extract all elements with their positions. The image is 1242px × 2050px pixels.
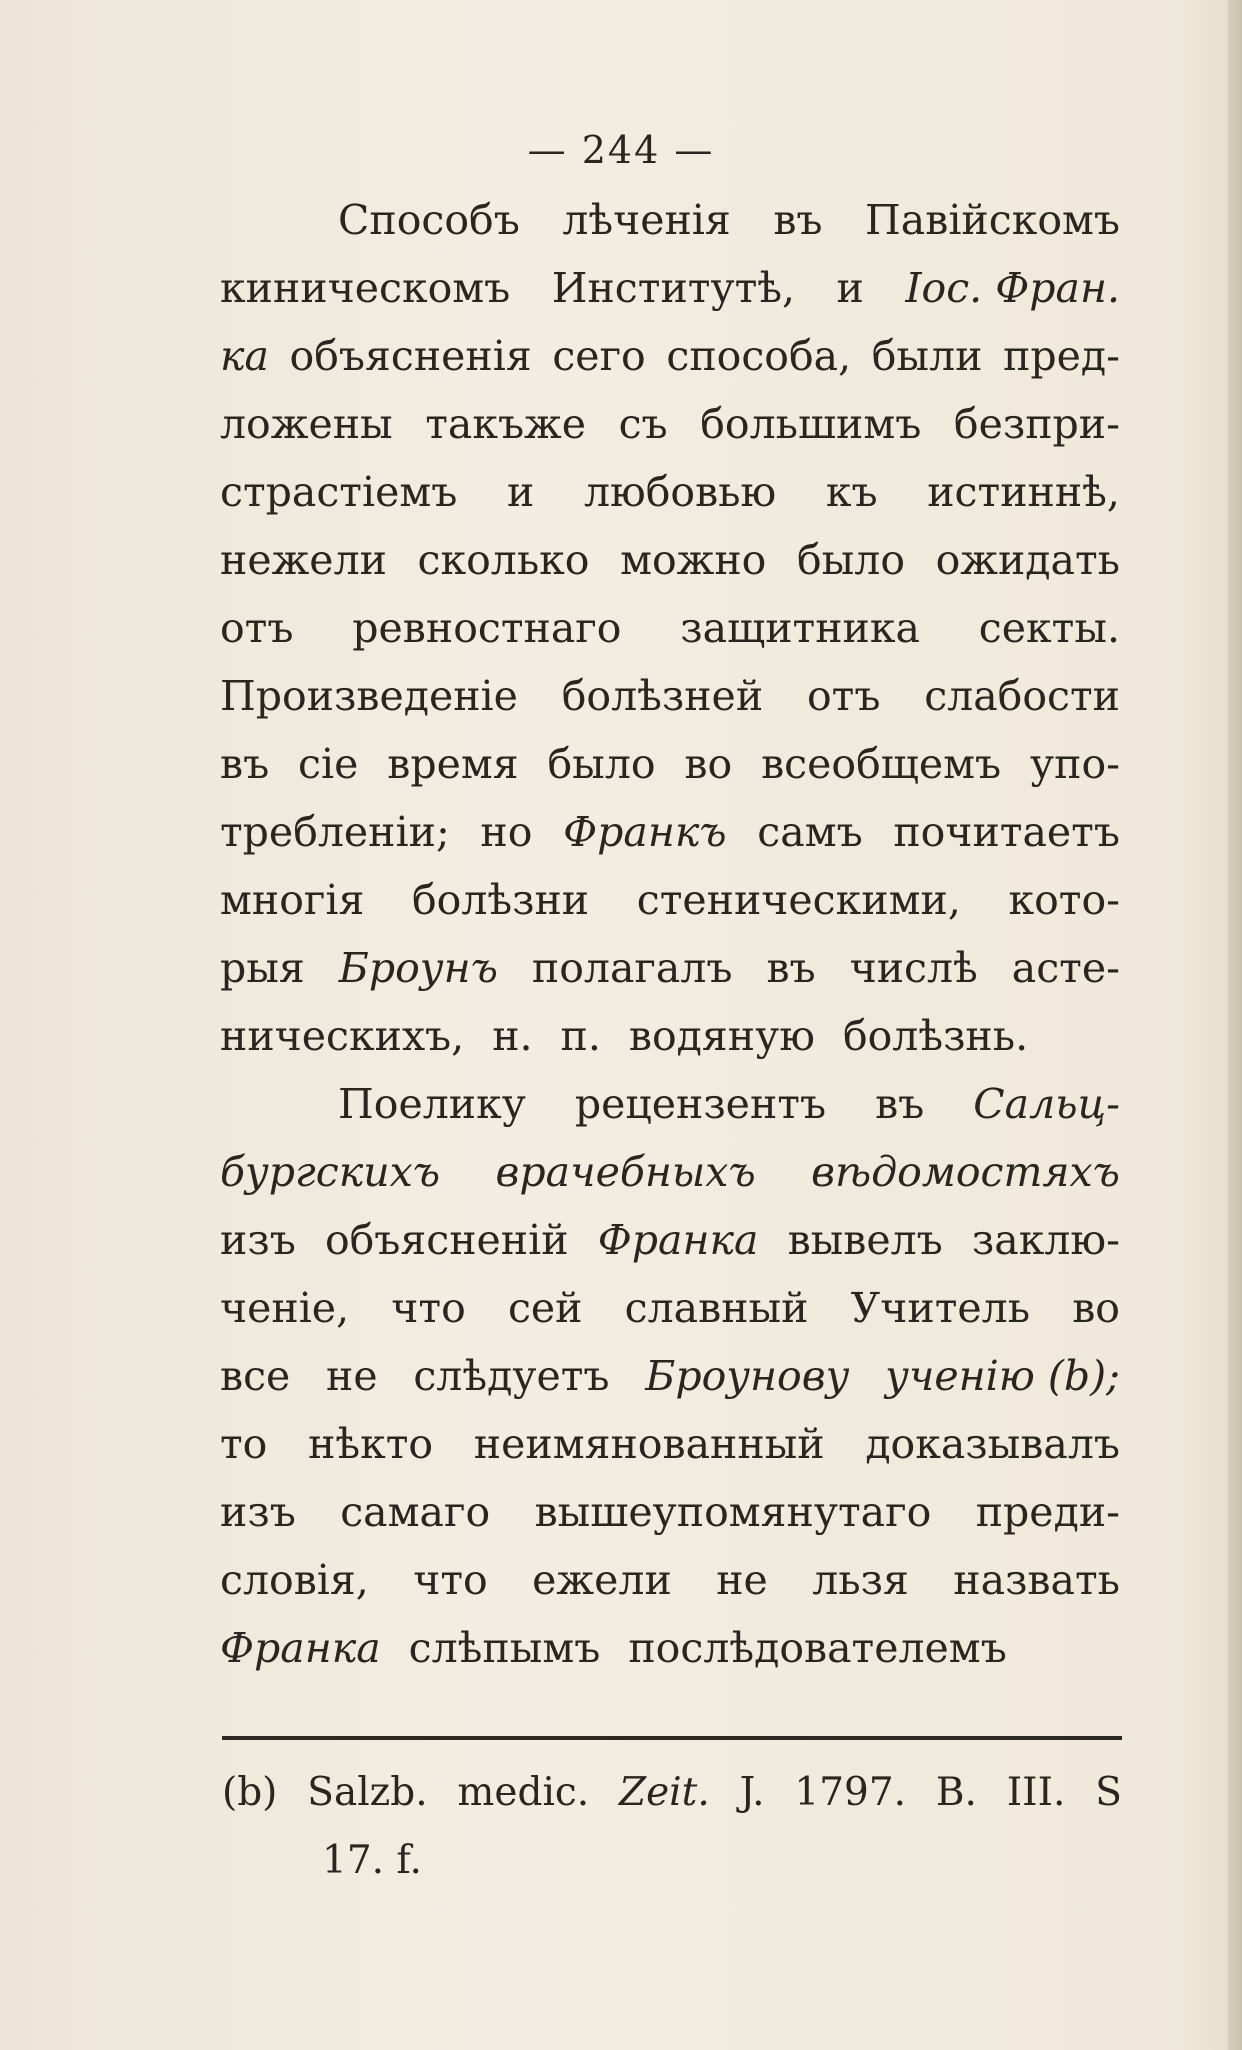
word: слѣдуетъ <box>413 1352 610 1400</box>
text-line <box>220 1012 1120 1080</box>
word: преди- <box>975 1488 1120 1536</box>
word: доказывалъ <box>865 1420 1120 1468</box>
word: сего <box>552 332 646 380</box>
word: во <box>684 740 733 788</box>
word: Броунъ <box>338 944 498 992</box>
word: Способъ <box>338 196 520 244</box>
word: то <box>220 1420 268 1468</box>
word: что <box>413 1556 488 1604</box>
word: отъ <box>220 604 294 652</box>
text-line <box>220 1352 1120 1420</box>
word: Произведеніе <box>220 672 518 720</box>
word: Поелику <box>338 1080 526 1128</box>
word: Учитель <box>850 1284 1031 1332</box>
word: пред- <box>1003 332 1120 380</box>
footnote-word: Salzb. <box>307 1770 428 1815</box>
text-line <box>220 1080 1120 1148</box>
text-line <box>220 400 1120 468</box>
word: время <box>387 740 519 788</box>
word: нежели <box>220 536 387 584</box>
word: рыя <box>220 944 305 992</box>
text-line <box>220 468 1120 536</box>
word: съ <box>618 400 668 448</box>
word: защитника <box>680 604 920 652</box>
footnote-line-2: 17. f. <box>322 1838 422 1883</box>
word: слѣпымъ <box>408 1624 601 1672</box>
text-line <box>220 264 1120 332</box>
text-line <box>220 196 1120 264</box>
word: стеническими, <box>636 876 961 924</box>
word: страстіемъ <box>220 468 458 516</box>
text-line <box>220 1556 1120 1624</box>
word: ревностнаго <box>352 604 622 652</box>
word: заклю- <box>971 1216 1120 1264</box>
word: многія <box>220 876 365 924</box>
word: рецензентъ <box>574 1080 827 1128</box>
word: въ <box>875 1080 925 1128</box>
word: ожидать <box>935 536 1120 584</box>
word: секты. <box>978 604 1120 652</box>
word: сіе <box>298 740 359 788</box>
word: Павійскомъ <box>865 196 1120 244</box>
word: во <box>1072 1284 1120 1332</box>
word: къ <box>825 468 878 516</box>
word: не <box>716 1556 768 1604</box>
word: нѣкто <box>308 1420 434 1468</box>
word: кото- <box>1008 876 1120 924</box>
word: бургскихъ <box>220 1148 441 1196</box>
footnote-word: S <box>1095 1770 1122 1815</box>
word: самаго <box>340 1488 491 1536</box>
word: всеобщемъ <box>761 740 1002 788</box>
word: послѣдователемъ <box>628 1624 1007 1672</box>
word: киническомъ <box>220 264 511 312</box>
word: но <box>480 808 533 856</box>
word: любовью <box>583 468 777 516</box>
text-line <box>220 332 1120 400</box>
footnote-word: Zeit. <box>619 1770 710 1815</box>
word: было <box>547 740 656 788</box>
word: объясненій <box>324 1216 569 1264</box>
word: въ <box>220 740 270 788</box>
footnote <box>222 1770 1122 1906</box>
text-line <box>220 808 1120 876</box>
word: можно <box>620 536 767 584</box>
text-line <box>220 944 1120 1012</box>
footnote-line-1 <box>222 1770 1122 1838</box>
word: отъ <box>806 672 881 720</box>
word: лѣченія <box>562 196 731 244</box>
word: Институтѣ, <box>551 264 796 312</box>
word: были <box>871 332 983 380</box>
text-line <box>220 876 1120 944</box>
footnote-word: J. <box>739 1770 765 1815</box>
word: полагалъ <box>531 944 733 992</box>
word: ка <box>220 332 269 380</box>
word: вывелъ <box>787 1216 943 1264</box>
text-line <box>220 1488 1120 1556</box>
word: болѣзни <box>411 876 590 924</box>
word: самъ <box>757 808 863 856</box>
footnote-word: medic. <box>457 1770 590 1815</box>
word: въ <box>773 196 823 244</box>
footnote-word: III. <box>1006 1770 1066 1815</box>
text-line <box>220 1148 1120 1216</box>
word: ническихъ, <box>220 1012 465 1060</box>
word: способа, <box>666 332 852 380</box>
word: и <box>836 264 864 312</box>
footnote-word: 1797. <box>794 1770 907 1815</box>
word: что <box>391 1284 466 1332</box>
word: изъ <box>220 1488 296 1536</box>
word: Франка <box>220 1624 381 1672</box>
word: неимянованный <box>473 1420 825 1468</box>
word: вѣдомостяхъ <box>811 1148 1120 1196</box>
word: все <box>220 1352 291 1400</box>
word: назвать <box>953 1556 1120 1604</box>
word: ежели <box>532 1556 672 1604</box>
word: слабости <box>924 672 1120 720</box>
word: словія, <box>220 1556 369 1604</box>
text-line <box>220 1216 1120 1284</box>
footnote-word: (b) <box>222 1770 278 1815</box>
word: Франкъ <box>563 808 727 856</box>
page-edge-shadow <box>1228 0 1242 2050</box>
word: врачебныхъ <box>495 1148 756 1196</box>
body-text <box>220 196 1120 1692</box>
page-number: — 244 — <box>527 128 715 172</box>
word: почитаетъ <box>893 808 1120 856</box>
word: ложены <box>220 400 393 448</box>
word: не <box>326 1352 378 1400</box>
word: такъже <box>425 400 587 448</box>
text-line <box>220 672 1120 740</box>
word: упо- <box>1030 740 1120 788</box>
word: болѣзнь. <box>842 1012 1029 1060</box>
word: въ <box>766 944 816 992</box>
word: требленіи; <box>220 808 450 856</box>
word: льзя <box>812 1556 909 1604</box>
word: было <box>796 536 905 584</box>
footnote-word: B. <box>935 1770 977 1815</box>
word: асте- <box>1011 944 1120 992</box>
footnote-divider <box>222 1736 1122 1740</box>
word: славный <box>624 1284 809 1332</box>
word: болѣзней <box>561 672 764 720</box>
word: истиннѣ, <box>927 468 1120 516</box>
word: н. <box>492 1012 533 1060</box>
word: ученію (b); <box>885 1352 1120 1400</box>
word: ченіе, <box>220 1284 350 1332</box>
text-line <box>220 740 1120 808</box>
word: сколько <box>417 536 590 584</box>
word: числѣ <box>849 944 978 992</box>
text-line <box>220 1420 1120 1488</box>
word: безпри- <box>953 400 1120 448</box>
word: объясненія <box>289 332 532 380</box>
text-line <box>220 1284 1120 1352</box>
word: Франка <box>597 1216 759 1264</box>
word: сей <box>507 1284 583 1332</box>
word: Іос. Фран. <box>905 264 1120 312</box>
text-line <box>220 1624 1120 1692</box>
word: большимъ <box>700 400 922 448</box>
word: и <box>507 468 535 516</box>
word: вышеупомянутаго <box>534 1488 932 1536</box>
word: водяную <box>628 1012 815 1060</box>
text-line <box>220 604 1120 672</box>
word: п. <box>560 1012 601 1060</box>
word: Броунову <box>645 1352 850 1400</box>
word: Сальц- <box>973 1080 1120 1128</box>
word: изъ <box>220 1216 296 1264</box>
text-line <box>220 536 1120 604</box>
